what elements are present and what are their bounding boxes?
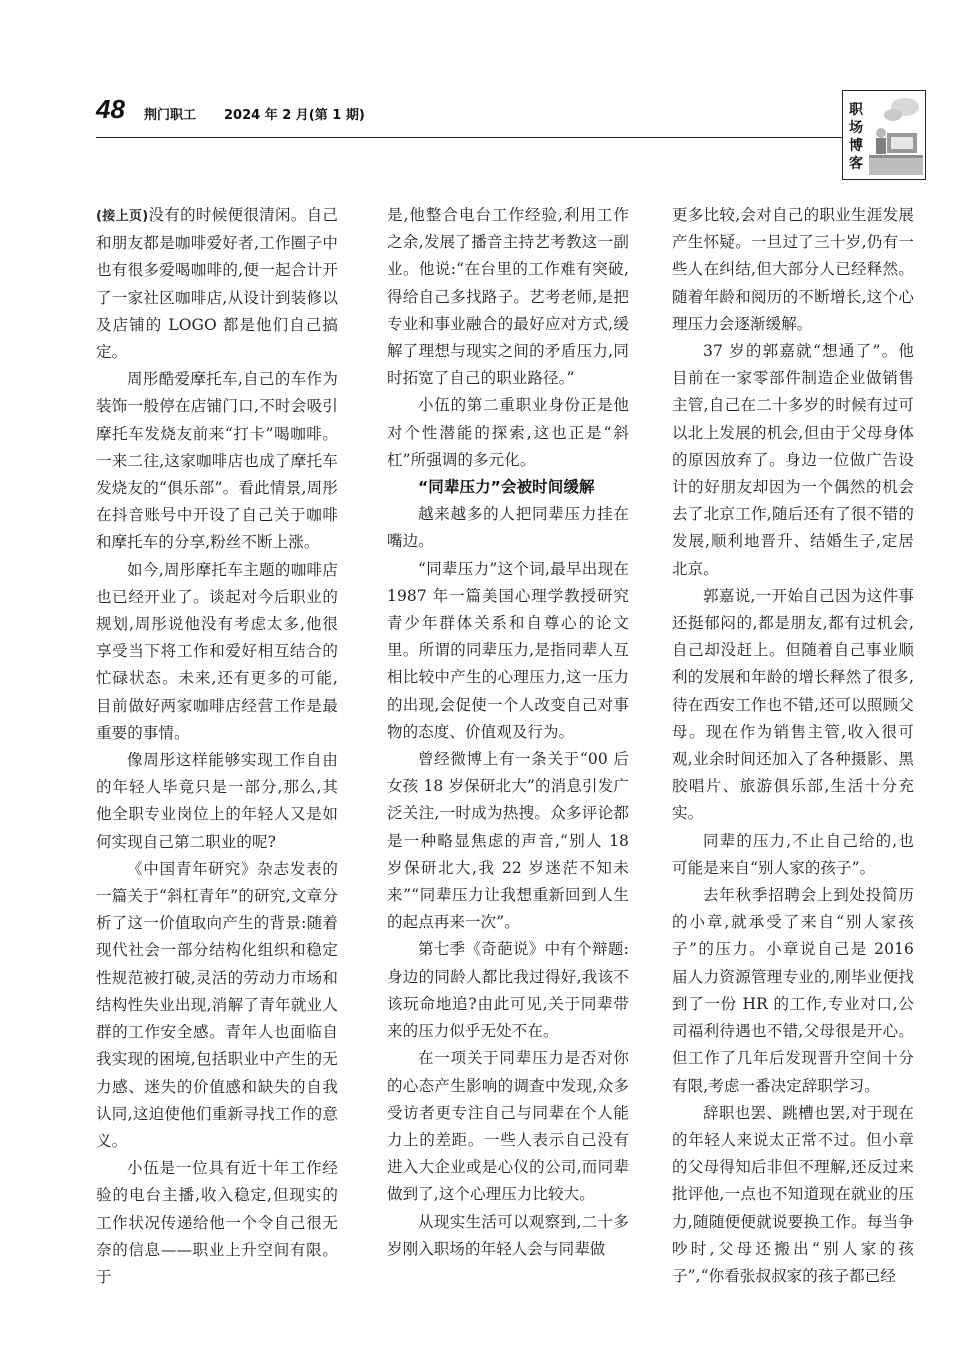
- paragraph: “同辈压力”这个词,最早出现在 1987 年一篇美国心理学教授研究青少年群体关系和自尊心的论文里。所谓的同辈压力,是指同辈人互相比较中产生的心理压力,这一压力的出现,会促使一个人改变自己对事物的态度、价值观及行为。: [387, 559, 629, 741]
- paragraph: 郭嘉说,一开始自己因为这件事还挺郁闷的,都是朋友,都有过机会,自己却没赶上。但随着自己事业顺利的发展和年龄的增长释然了很多,待在西安工作也不错,还可以照顾父母。现在作为销售主管,收入很可观,业余时间还加入了各种摄影、黑胶唱片、旅游俱乐部,生活十分充实。: [672, 586, 914, 823]
- paragraph: 曾经微博上有一条关于“00 后女孩 18 岁保研北大”的消息引发广泛关注,一时成为热搜。众多评论都是一种略显焦虑的声音,“别人 18 岁保研北大,我 22 岁迷茫不知未来”“同辈压力让我想重新回到人生的起点再来一次”。: [387, 750, 629, 932]
- header-rule: [96, 137, 842, 138]
- paragraph: 第七季《奇葩说》中有个辩题:身边的同龄人都比我过得好,我该不该玩命地追?由此可见,关于同辈带来的压力似乎无处不在。: [387, 940, 629, 1041]
- paragraph: 同辈的压力,不止自己给的,也可能是来自“别人家的孩子”。: [672, 831, 914, 877]
- paragraph: 更多比较,会对自己的职业生涯发展产生怀疑。一旦过了三十岁,仍有一些人在纠结,但大部分人已经释然。随着年龄和阅历的不断增长,这个心理压力会逐渐缓解。: [672, 206, 914, 333]
- article-column-2: [387, 202, 629, 1263]
- office-worker-illustration: [867, 93, 925, 179]
- page-number: 48: [96, 94, 125, 124]
- paragraph: (接上页)没有的时候便很清闲。自己和朋友都是咖啡爱好者,工作圈子中也有很多爱喝咖啡的,便一起合计开了一家社区咖啡店,从设计到装修以及店铺的 LOGO 都是他们自己搞定。: [96, 206, 338, 362]
- paragraph: 辞职也罢、跳槽也罢,对于现在的年轻人来说太正常不过。但小章的父母得知后非但不理解,还反过来批评他,一点也不知道现在就业的压力,随随便便就说要换工作。每当争吵时,父母还搬出“别人家的孩子”,“你看张叔叔家的孩子都已经: [672, 1103, 914, 1285]
- paragraph: 如今,周彤摩托车主题的咖啡店也已经开业了。谈起对今后职业的规划,周彤说他没有考虑太多,他很享受当下将工作和爱好相互结合的忙碌状态。未来,还有更多的可能,目前做好两家咖啡店经营工作是最重要的事情。: [96, 560, 338, 742]
- column-tag-label: 职场博客: [849, 102, 863, 172]
- article-column-3: [672, 202, 914, 1290]
- paragraph: 像周彤这样能够实现工作自由的年轻人毕竟只是一部分,那么,其他全职专业岗位上的年轻人又是如何实现自己第二职业的呢?: [96, 751, 338, 851]
- paragraph: 小伍的第二重职业身份正是他对个性潜能的探索,这也正是“斜杠”所强调的多元化。: [387, 396, 629, 469]
- section-heading: “同辈压力”会被时间缓解: [418, 478, 595, 497]
- paragraph: 《中国青年研究》杂志发表的一篇关于“斜杠青年”的研究,文章分析了这一价值取向产生的背景:随着现代社会一部分结构化组织和稳定性规范被打破,灵活的劳动力市场和结构性失业出现,消解了青年就业人群的工作安全感。青年人也面临自我实现的困境,包括职业中产生的无力感、迷失的价值感和缺失的自我认同,这迫使他们重新寻找工作的意义。: [96, 859, 338, 1150]
- paragraph: 越来越多的人把同辈压力挂在嘴边。: [387, 505, 629, 551]
- publication-name: 荆门职工: [144, 108, 197, 123]
- paragraph: 去年秋季招聘会上到处投简历的小章,就承受了来自“别人家孩子”的压力。小章说自己是 2016 届人力资源管理专业的,刚毕业便找到了一份 HR 的工作,专业对口,公司福利待遇也不错,父母很是开心。但工作了几年后发现晋升空间十分有限,考虑一番决定辞职学习。: [672, 886, 914, 1095]
- page-header: [96, 90, 836, 138]
- paragraph: 是,他整合电台工作经验,利用工作之余,发展了播音主持艺考教这一副业。他说:“在台里的工作难有突破,得给自己多找路子。艺考老师,是把专业和事业融合的最好应对方式,缓解了理想与现实之间的矛盾压力,同时拓宽了自己的职业路径。”: [387, 206, 629, 388]
- paragraph: 小伍是一位具有近十年工作经验的电台主播,收入稳定,但现实的工作状况传递给他一个令自己很无奈的信息——职业上升空间有限。于: [96, 1159, 338, 1286]
- article-column-1: [96, 202, 338, 1291]
- paragraph: 37 岁的郭嘉就“想通了”。他目前在一家零部件制造企业做销售主管,自己在二十多岁的时候有过可以北上发展的机会,但由于父母身体的原因放弃了。身边一位做广告设计的好朋友却因为一个偶然的机会去了北京工作,随后还有了很不错的发展,顺利地晋升、结婚生子,定居北京。: [672, 342, 914, 578]
- continued-marker: (接上页): [96, 209, 149, 224]
- paragraph: 周彤酷爱摩托车,自己的车作为装饰一般停在店铺门口,不时会吸引摩托车发烧友前来“打卡”喝咖啡。一来二往,这家咖啡店也成了摩托车发烧友的“俱乐部”。看此情景,周彤在抖音账号中开设了自己关于咖啡和摩托车的分享,粉丝不断上涨。: [96, 370, 338, 552]
- paragraph: 从现实生活可以观察到,二十多岁刚入职场的年轻人会与同辈做: [387, 1212, 629, 1258]
- paragraph: 在一项关于同辈压力是否对你的心态产生影响的调查中发现,众多受访者更专注自己与同辈在个人能力上的差距。一些人表示自己没有进入大企业或是心仪的公司,而同辈做到了,这个心理压力比较大。: [387, 1049, 629, 1204]
- issue-date: 2024 年 2 月(第 1 期): [224, 108, 365, 123]
- column-tag: [842, 90, 926, 180]
